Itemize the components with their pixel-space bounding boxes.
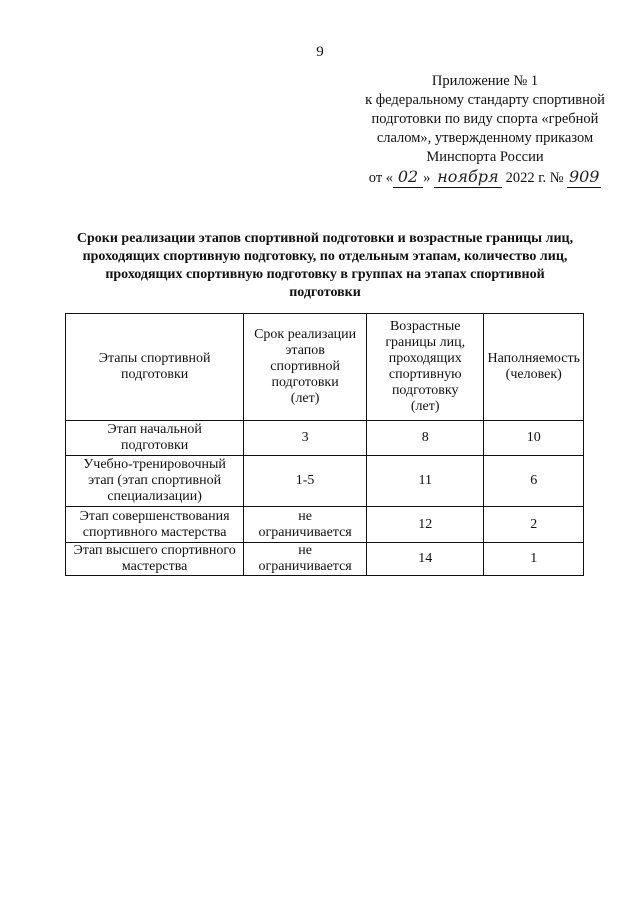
cell-text: не (298, 543, 312, 558)
table-row (66, 543, 584, 576)
cell-capacity: 10 (484, 421, 584, 456)
cell-text: спортивного мастерства (82, 524, 227, 540)
handwritten-month: ноября (437, 167, 499, 186)
header-text: спортивную (388, 367, 462, 382)
header-text: (лет) (410, 399, 440, 414)
cell-text: специализации) (107, 489, 202, 504)
header-duration (244, 314, 367, 421)
heading-line: проходящих спортивную подготовку, по отдельным этапам, количество лиц, (82, 249, 568, 264)
cell-duration (244, 421, 367, 456)
header-text: (лет) (290, 391, 320, 406)
cell-capacity: 6 (484, 456, 584, 507)
cell-text: мастерства (121, 559, 188, 574)
order-date-line (340, 168, 630, 188)
cell-text: не (298, 508, 312, 524)
cell-capacity: 1 (484, 543, 584, 576)
cell-text: 3 (301, 430, 309, 445)
cell-age: 14 (366, 543, 483, 576)
date-day-field (393, 168, 423, 188)
header-text: Возрастные (389, 319, 461, 334)
cell-text: Этап высшего спортивного (73, 543, 236, 558)
annex-line: подготовки по виду спорта «гребной (371, 111, 599, 127)
header-text: спортивной (270, 359, 340, 374)
header-stages (66, 314, 244, 421)
cell-age: 12 (366, 507, 483, 543)
header-text: границы лиц, (385, 335, 466, 350)
date-day-close: » (423, 170, 431, 186)
cell-stage (66, 507, 244, 543)
annex-line: слалом», утвержденному приказом (376, 130, 594, 146)
cell-text: 1-5 (295, 473, 315, 488)
header-text: Этапы спортивной (98, 351, 211, 366)
cell-duration (244, 507, 367, 543)
header-text: Срок реализации (254, 327, 357, 342)
header-text: подготовку (391, 383, 459, 398)
handwritten-day: 02 (397, 167, 419, 186)
annex-line: Минспорта России (426, 149, 544, 165)
cell-stage (66, 456, 244, 507)
header-text: Наполняемость (487, 351, 580, 366)
cell-age: 11 (366, 456, 483, 507)
cell-text: Учебно-тренировочный (83, 457, 226, 472)
header-text: подготовки (120, 367, 189, 382)
header-age-limits (366, 314, 483, 421)
heading-line: подготовки (289, 285, 361, 300)
annex-line: к федеральному стандарту спортивной (365, 92, 605, 108)
annex-title: Приложение № 1 (431, 73, 539, 89)
header-text: проходящих (388, 351, 462, 366)
header-text: этапов (285, 343, 325, 358)
cell-text: ограничивается (258, 524, 352, 540)
header-text: (человек) (505, 367, 562, 382)
cell-duration (244, 543, 367, 576)
date-prefix: от « (368, 170, 394, 186)
cell-text: этап (этап спортивной (88, 473, 222, 488)
table-row (66, 421, 584, 456)
cell-stage (66, 421, 244, 456)
cell-capacity: 2 (484, 507, 584, 543)
table-row (66, 456, 584, 507)
order-number-field (567, 168, 601, 188)
stages-table (65, 313, 584, 576)
header-text: подготовки (271, 375, 339, 390)
table-row (66, 507, 584, 543)
cell-text: подготовки (120, 438, 189, 453)
date-month-field (434, 168, 502, 188)
table-header-row (66, 314, 584, 421)
annex-block (340, 72, 630, 188)
heading-line: Сроки реализации этапов спортивной подготовки и возрастные границы лиц, (76, 231, 574, 246)
cell-text: ограничивается (258, 559, 352, 574)
heading-line: проходящих спортивную подготовку в группах на этапах спортивной (105, 267, 545, 282)
document-heading (60, 230, 590, 302)
cell-text: Этап совершенствования (79, 508, 230, 524)
header-capacity (484, 314, 584, 421)
date-year: 2022 г. № (505, 170, 564, 186)
cell-stage (66, 543, 244, 576)
cell-duration (244, 456, 367, 507)
page-number: 9 (316, 44, 324, 60)
cell-age: 8 (366, 421, 483, 456)
cell-text: Этап начальной (107, 422, 202, 437)
handwritten-order-number: 909 (568, 167, 600, 186)
